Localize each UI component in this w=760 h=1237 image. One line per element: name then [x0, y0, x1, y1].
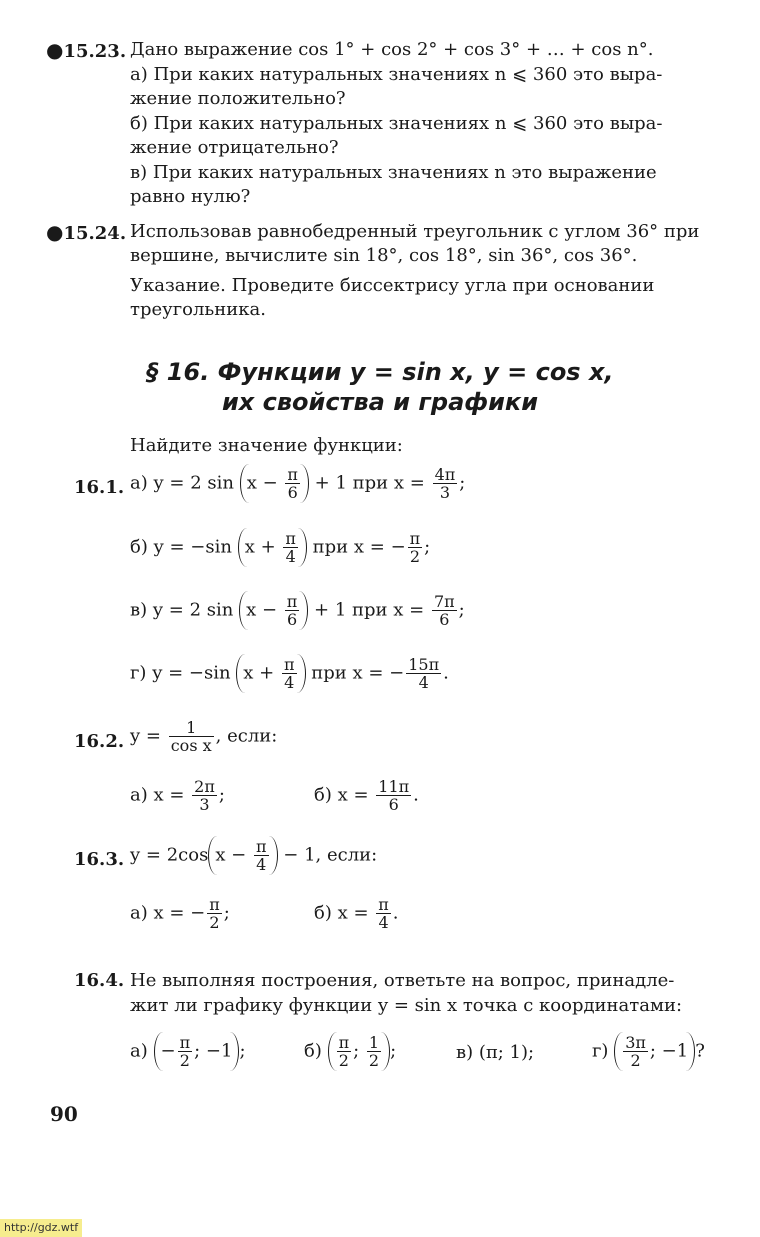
problem-15-24-hint-line1: Указание. Проведите биссектрису угла при основании [130, 275, 655, 296]
problem-16-3-number: 16.3. [74, 849, 125, 870]
problem-16-4-number: 16.4. [74, 970, 125, 991]
problem-15-23-line1: Дано выражение cos 1° + cos 2° + cos 3° + … + cos n°. [130, 39, 654, 60]
source-link[interactable]: http://gdz.wtf [0, 1219, 82, 1237]
problem-15-23-a-line1: а) При каких натуральных значениях n ⩽ 360 это выра- [130, 64, 663, 85]
problem-16-1-a: а) y = 2 sin x − $\frac{\pi}{6}$ + 1 при x = $\frac{4\pi}{3}$ ; [130, 465, 466, 502]
problem-16-4-c: в) (π; 1); [456, 1042, 535, 1063]
problem-16-2-b: б) x = $\frac{11\pi}{6}$ . [314, 777, 419, 814]
problem-16-1-d: г) y = −sin x + $\frac{\pi}{4}$ при x = − $\frac{15\pi}{4}$ . [130, 655, 449, 692]
problem-16-2-number: 16.2. [74, 731, 125, 752]
problem-15-24-hint-line2: треугольника. [130, 299, 266, 320]
problem-16-3-a: а) x = − $\frac{\pi}{2}$ ; [130, 895, 230, 932]
section-title-line2: их свойства и графики [221, 388, 539, 416]
problem-15-23-c-line1: в) При каких натуральных значениях n это выражение [130, 162, 657, 183]
problem-15-23-a-line2: жение положительно? [130, 88, 346, 109]
problem-15-23-c-line2: равно нулю? [130, 186, 251, 207]
problem-16-4-a: а) − $\frac{\pi}{2}$ ; −1 ; [130, 1033, 246, 1070]
problem-16-3-statement: y = 2cos x − $\frac{\pi}{4}$ − 1, если: [130, 837, 378, 874]
problem-15-23-b-line2: жение отрицательно? [130, 137, 339, 158]
problem-15-24-number: ●15.24. [46, 220, 127, 244]
problem-16-2-a: а) x = $\frac{2\pi}{3}$ ; [130, 777, 225, 814]
problem-16-4-line2: жит ли графику функции y = sin x точка с координатами: [130, 995, 683, 1016]
section-title-line1: § 16. Функции y = sin x, y = cos x, [146, 358, 614, 386]
problem-16-1-b: б) y = −sin x + $\frac{\pi}{4}$ при x = − $\frac{\pi}{2}$ ; [130, 529, 431, 566]
intro-text: Найдите значение функции: [130, 435, 403, 456]
problem-16-3-b: б) x = $\frac{\pi}{4}$ . [314, 895, 399, 932]
problem-16-1-c: в) y = 2 sin x − $\frac{\pi}{6}$ + 1 при x = $\frac{7\pi}{6}$ ; [130, 592, 465, 629]
problem-16-4-d: г) $\frac{3\pi}{2}$ ; −1 ? [592, 1033, 705, 1070]
problem-15-24-line1: Использовав равнобедренный треугольник с углом 36° при [130, 221, 700, 242]
problem-15-23-number: ●15.23. [46, 38, 127, 62]
problem-15-24-line2: вершине, вычислите sin 18°, cos 18°, sin 36°, cos 36°. [130, 245, 638, 266]
page-number: 90 [50, 1102, 78, 1126]
problem-16-2-statement: y = $\frac{1}{\text{cos x}}$ , если: [130, 718, 278, 755]
problem-16-4-line1: Не выполняя построения, ответьте на вопрос, принадле- [130, 970, 675, 991]
problem-15-23-b-line1: б) При каких натуральных значениях n ⩽ 360 это выра- [130, 113, 663, 134]
problem-16-1-number: 16.1. [74, 477, 125, 498]
problem-16-4-b: б) $\frac{\pi}{2}$ ; $\frac{1}{2}$ ; [304, 1033, 397, 1070]
